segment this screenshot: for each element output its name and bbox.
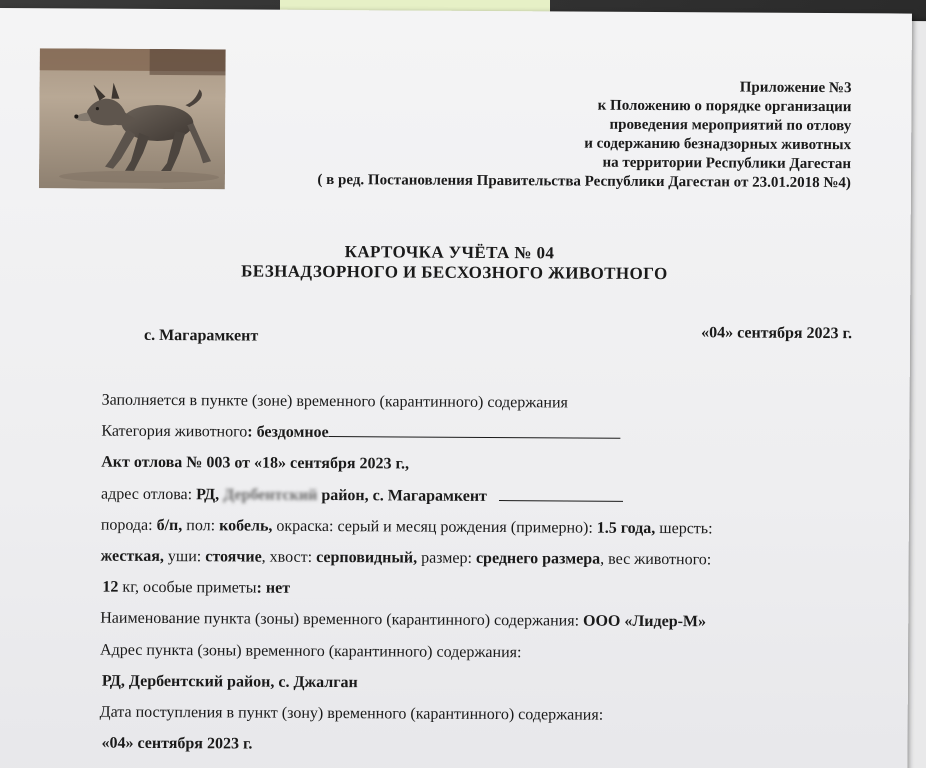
color-label: окраска: серый и месяц рождения (примерно): (272, 517, 597, 537)
card-title (0, 240, 911, 286)
filled-at-text: Заполняется в пункте (зоне) временного (карантинного) содержания (101, 391, 568, 412)
document-sheet (0, 8, 912, 768)
ears-value: стоячие (205, 548, 262, 566)
card-date: «04» сентября 2023 г. (701, 324, 853, 343)
breed-label: порода: (100, 516, 157, 534)
appendix-line-4: и содержанию безнадзорных животных (584, 135, 852, 154)
fur-label: шерсть: (655, 519, 713, 538)
category-underline (329, 422, 621, 439)
weight-label: , вес животного: (600, 550, 712, 569)
facility-name-line (100, 603, 860, 639)
fur-value: жесткая, (100, 547, 164, 566)
facility-name-label: Наименование пункта (зоны) временного (карантинного) содержания: (100, 610, 584, 630)
facility-address-value-line (100, 665, 860, 701)
capture-address-line (101, 478, 861, 514)
act-text: Акт отлова № 003 от «18» сентября 2023 г., (101, 454, 410, 473)
sex-value: кобель, (219, 517, 273, 535)
facility-address-label: Адрес пункта (зоны) временного (карантинного) содержания: (100, 641, 522, 661)
weight-line (100, 572, 860, 608)
size-label: размер: (417, 549, 477, 567)
sex-label: пол: (182, 516, 220, 535)
facility-address-value: РД, Дербентский район, с. Джалган (101, 672, 358, 692)
marks-value: : нет (256, 579, 291, 598)
facility-name-value: ООО «Лидер-М» (583, 612, 707, 631)
appendix-line-3: проведения мероприятий по отлову (609, 116, 852, 135)
breed-value: б/п, (156, 516, 183, 534)
size-value: среднего размера (475, 549, 601, 568)
appendix-line-2: к Положению о порядке организации (597, 97, 852, 116)
arrival-value: «04» сентября 2023 г. (101, 734, 253, 753)
dog-photo-image (39, 48, 226, 189)
card-fields (99, 385, 861, 764)
arrival-label-line (100, 697, 860, 733)
dog-photo (39, 48, 226, 189)
capture-address-region: РД, (196, 485, 224, 503)
weight-unit: кг, особые приметы (118, 578, 257, 597)
features-line (101, 541, 861, 577)
capture-address-underline (499, 486, 623, 502)
arrival-label: Дата поступления в пункт (зону) временного (карантинного) содержания: (99, 703, 604, 724)
breed-line (101, 509, 861, 545)
appendix-line-5: на территории Республики Дагестан (602, 154, 852, 173)
arrival-value-line (99, 728, 859, 764)
tail-label: , хвост: (261, 548, 317, 566)
facility-address-label-line (100, 634, 860, 670)
category-line (101, 416, 861, 452)
ears-label: уши: (163, 548, 206, 566)
capture-address-label: адрес отлова: (100, 485, 197, 503)
category-value: : бездомное (247, 423, 329, 442)
category-label: Категория животного (101, 422, 248, 441)
act-line (101, 447, 861, 483)
filled-at-line (102, 385, 862, 421)
appendix-header (231, 75, 852, 193)
appendix-line-6: ( в ред. Постановления Правительства Республики Дагестан от 23.01.2018 №4) (317, 171, 851, 192)
weight-value: 12 (102, 578, 119, 596)
capture-address-district: Дербентский (223, 485, 318, 504)
age-value: 1.5 года, (596, 519, 656, 537)
card-place: с. Магарамкент (143, 326, 259, 345)
tail-value: серповидный, (316, 548, 418, 567)
card-title-line-2: БЕЗНАДЗОРНОГО И БЕСХОЗНОГО ЖИВОТНОГО (241, 261, 668, 284)
card-title-line-1: КАРТОЧКА УЧЁТА № 04 (344, 242, 555, 263)
capture-address-rest: район, с. Магарамкент (317, 486, 488, 505)
appendix-line-1: Приложение №3 (739, 79, 852, 97)
